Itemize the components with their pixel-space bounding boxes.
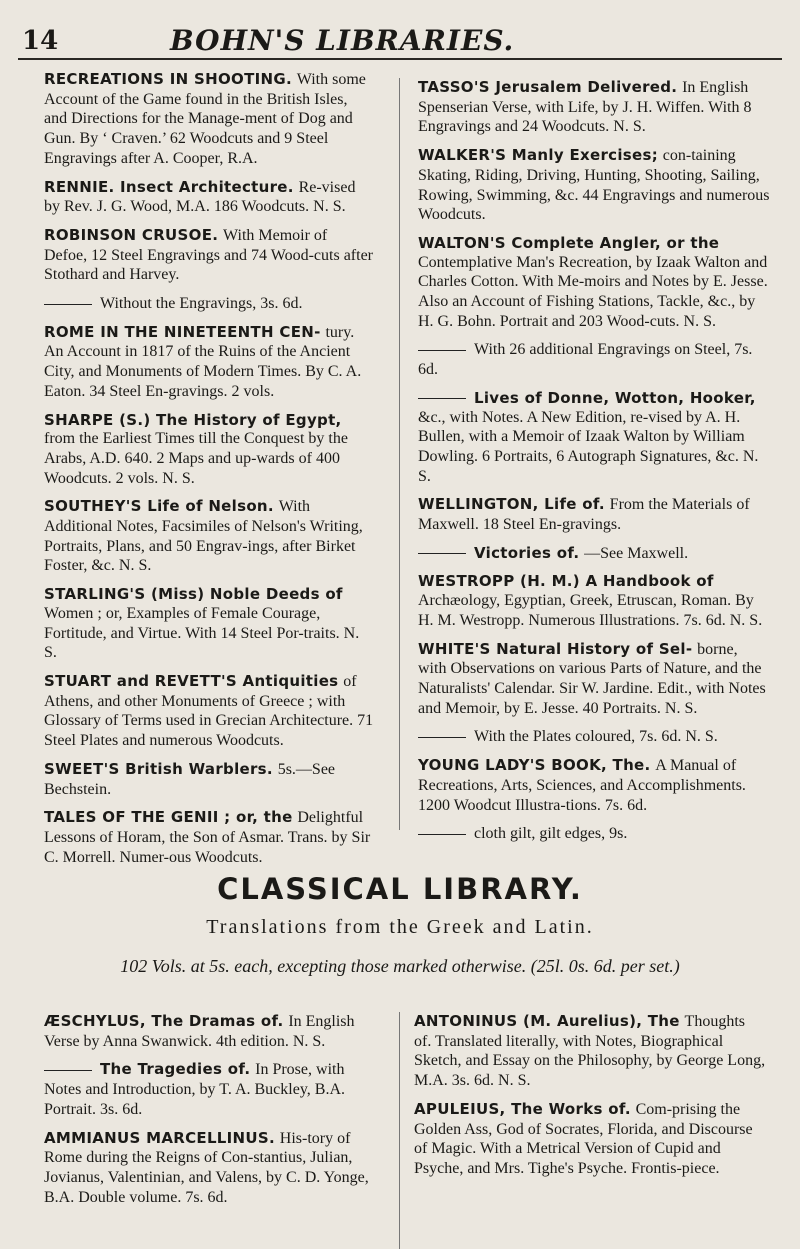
entry-heading: TASSO'S Jerusalem Delivered. bbox=[418, 78, 678, 96]
catalogue-entry bbox=[418, 727, 770, 747]
entry-text: con-taining Skating, Riding, Driving, Hunting, Shooting, Sailing, Rowing, Swimming, &c. 44 Engravings and numerous Woodcuts. bbox=[418, 147, 770, 224]
column-divider-bottom bbox=[399, 1012, 400, 1249]
entry-text: Delightful Lessons of Horam, the Son of Asmar. Trans. by Sir C. Morrell. Numer-ous Woodcuts. bbox=[44, 809, 371, 866]
catalogue-entry bbox=[414, 1100, 766, 1179]
entry-heading: RENNIE. Insect Architecture. bbox=[44, 177, 294, 196]
entry-heading: STUART and REVETT'S Antiquities bbox=[44, 671, 339, 690]
catalogue-entry bbox=[418, 234, 770, 332]
catalogue-entry bbox=[418, 572, 770, 630]
entry-text: of Athens, and other Monuments of Greece ; with Glossary of Terms used in Grecian Architecture. 71 Steel Plates and numerous Woodcuts. bbox=[44, 672, 374, 750]
catalogue-entry bbox=[44, 672, 374, 751]
catalogue-entry bbox=[44, 70, 374, 169]
entry-text: In English Spenserian Verse, with Life, by J. H. Wiffen. With 8 Engravings and 24 Woodcuts. N. S. bbox=[418, 79, 752, 136]
entry-text: Re-vised by Rev. J. G. Wood, M.A. 186 Woodcuts. N. S. bbox=[44, 178, 356, 216]
ditto-dash bbox=[44, 1070, 92, 1071]
catalogue-entry bbox=[418, 340, 770, 379]
entry-text: With the Plates coloured, 7s. 6d. N. S. bbox=[474, 728, 718, 746]
section-subtitle: Translations from the Greek and Latin. bbox=[206, 916, 594, 938]
entry-heading: The Tragedies of. bbox=[100, 1060, 251, 1079]
section-title: CLASSICAL LIBRARY. bbox=[217, 872, 583, 906]
catalogue-entry bbox=[44, 497, 374, 576]
entry-text: tury. An Account in 1817 of the Ruins of the Ancient City, and Monuments of Modern Times. By C. A. Eaton. 34 Steel En-gravings. 2 vols. bbox=[44, 323, 362, 400]
entry-text: With Additional Notes, Facsimiles of Nelson's Writing, Portraits, Plans, and 50 Engrav-ings, after Birket Foster, &c. N. S. bbox=[44, 498, 363, 575]
entry-heading: WESTROPP (H. M.) A Handbook of bbox=[418, 572, 714, 591]
entry-heading: AMMIANUS MARCELLINUS. bbox=[44, 1128, 275, 1147]
ditto-dash bbox=[418, 553, 466, 554]
catalogue-entry bbox=[44, 323, 374, 402]
ditto-dash bbox=[418, 834, 466, 835]
entry-heading: TALES OF THE GENII ; or, the bbox=[44, 808, 293, 827]
entry-text: Thoughts of. Translated literally, with Notes, Biographical Sketch, and Essay on the Philosophy, by George Long, M.A. 3s. 6d. N. S. bbox=[414, 1013, 766, 1090]
catalogue-entry bbox=[44, 226, 374, 285]
entry-text: cloth gilt, gilt edges, 9s. bbox=[474, 825, 628, 843]
entry-heading: WALTON'S Complete Angler, or the bbox=[418, 233, 720, 252]
entry-heading: ANTONINUS (M. Aurelius), The bbox=[414, 1012, 680, 1030]
top-left-column bbox=[44, 70, 374, 876]
column-divider-top bbox=[399, 78, 400, 830]
entry-text: Without the Engravings, 3s. 6d. bbox=[100, 295, 303, 313]
top-right-column bbox=[418, 78, 770, 853]
entry-heading: SWEET'S British Warblers. bbox=[44, 759, 273, 778]
entry-text: borne, with Observations on various Parts of Nature, and the Naturalists' Calendar. Sir W. Jardine. Edit., with Notes and Memoir, by E. Jesse. 40 Portraits. N. S. bbox=[418, 640, 766, 717]
catalogue-entry bbox=[418, 824, 770, 844]
catalogue-entry bbox=[44, 808, 374, 867]
catalogue-entry bbox=[44, 1012, 380, 1051]
catalogue-entry bbox=[418, 146, 770, 225]
entry-text: from the Earliest Times till the Conquest by the Arabs, A.D. 640. 2 Maps and up-wards of 400 Woodcuts. 2 vols. N. S. bbox=[44, 430, 348, 487]
entry-text: Archæology, Egyptian, Greek, Etruscan, Roman. By H. M. Westropp. Numerous Illustrations. 7s. 6d. N. S. bbox=[418, 592, 763, 629]
catalogue-entry bbox=[44, 585, 374, 663]
entry-text: &c., with Notes. A New Edition, re-vised by A. H. Bullen, with a Memoir of Izaak Walton by William Dowling. 6 Portraits, 6 Autograph Signatures, &c. N. S. bbox=[418, 408, 759, 485]
catalogue-entry bbox=[44, 1060, 380, 1119]
catalogue-entry bbox=[418, 389, 770, 487]
catalogue-entry bbox=[418, 544, 770, 564]
entry-text: From the Materials of Maxwell. 18 Steel En-gravings. bbox=[418, 496, 750, 534]
entry-heading: WHITE'S Natural History of Sel- bbox=[418, 639, 693, 658]
entry-heading: WELLINGTON, Life of. bbox=[418, 495, 605, 514]
catalogue-entry bbox=[418, 756, 770, 815]
running-head: BOHN'S LIBRARIES. bbox=[170, 24, 515, 57]
entry-heading: ÆSCHYLUS, The Dramas of. bbox=[44, 1012, 284, 1030]
entry-heading: ROBINSON CRUSOE. bbox=[44, 225, 219, 244]
entry-text: With some Account of the Game found in the British Isles, and Directions for the Manage-ment of Dog and Gun. By ‘ Craven.’ 62 Woodcuts and 9 Steel Engravings after A. Cooper, R.A. bbox=[44, 71, 366, 167]
catalogue-entry bbox=[418, 640, 770, 719]
entry-heading: WALKER'S Manly Exercises; bbox=[418, 146, 658, 165]
section-note: 102 Vols. at 5s. each, excepting those marked otherwise. (25l. 0s. 6d. per set.) bbox=[120, 956, 680, 976]
entry-heading: Victories of. bbox=[474, 543, 580, 562]
page-number: 14 bbox=[22, 26, 59, 56]
catalogue-entry bbox=[418, 495, 770, 534]
entry-heading: RECREATIONS IN SHOOTING. bbox=[44, 70, 292, 88]
catalogue-entry bbox=[44, 294, 374, 314]
header-rule bbox=[18, 58, 782, 60]
entry-heading: ROME IN THE NINETEENTH CEN- bbox=[44, 322, 321, 341]
entry-heading: YOUNG LADY'S BOOK, The. bbox=[418, 756, 651, 775]
entry-text: In English Verse by Anna Swanwick. 4th edition. N. S. bbox=[44, 1013, 355, 1050]
entry-text: His-tory of Rome during the Reigns of Con-stantius, Julian, Jovianus, Valentinian, and Valens, by C. D. Yonge, B.A. Double volume. 7s. 6d. bbox=[44, 1129, 369, 1206]
entry-text: —See Maxwell. bbox=[584, 544, 689, 562]
entry-heading: SHARPE (S.) The History of Egypt, bbox=[44, 410, 342, 429]
ditto-dash bbox=[418, 350, 466, 351]
ditto-dash bbox=[418, 737, 466, 738]
entry-text: Contemplative Man's Recreation, by Izaak Walton and Charles Cotton. With Me-moirs and Notes by E. Jesse. Also an Account of Fishing Stations, Tackle, &c., by H. G. Bohn. Portrait and 203 Wood-cuts. N. S. bbox=[418, 253, 768, 330]
catalogue-entry bbox=[418, 78, 770, 137]
entry-text: With Memoir of Defoe, 12 Steel Engravings and 74 Wood-cuts after Stothard and Harvey. bbox=[44, 226, 373, 284]
entry-heading: SOUTHEY'S Life of Nelson. bbox=[44, 497, 274, 516]
catalogue-entry bbox=[44, 1129, 380, 1208]
entry-heading: APULEIUS, The Works of. bbox=[414, 1099, 631, 1118]
bottom-left-column bbox=[44, 1012, 380, 1216]
entry-text: In Prose, with Notes and Introduction, by T. A. Buckley, B.A. Portrait. 3s. 6d. bbox=[44, 1061, 345, 1118]
entry-text: 5s.—See Bechstein. bbox=[44, 760, 336, 798]
catalogue-entry bbox=[414, 1012, 766, 1091]
ditto-dash bbox=[44, 304, 92, 305]
entry-text: Com-prising the Golden Ass, God of Socrates, Florida, and Discourse of Magic. With a Metrical Version of Cupid and Psyche, and Mrs. Tighe's Psyche. Frontis-piece. bbox=[414, 1100, 753, 1177]
catalogue-entry bbox=[44, 411, 374, 489]
entry-heading: STARLING'S (Miss) Noble Deeds of bbox=[44, 585, 343, 604]
entry-text: With 26 additional Engravings on Steel, 7s. 6d. bbox=[418, 341, 753, 379]
entry-text: Women ; or, Examples of Female Courage, Fortitude, and Virtue. With 14 Steel Por-traits. N. S. bbox=[44, 604, 360, 662]
catalogue-entry bbox=[44, 760, 374, 799]
ditto-dash bbox=[418, 398, 466, 399]
entry-text: A Manual of Recreations, Arts, Sciences, and Accomplishments. 1200 Woodcut Illustra-tions. 7s. 6d. bbox=[418, 757, 746, 814]
bottom-right-column bbox=[414, 1012, 766, 1188]
entry-heading: Lives of Donne, Wotton, Hooker, bbox=[474, 388, 756, 407]
catalogue-entry bbox=[44, 178, 374, 217]
